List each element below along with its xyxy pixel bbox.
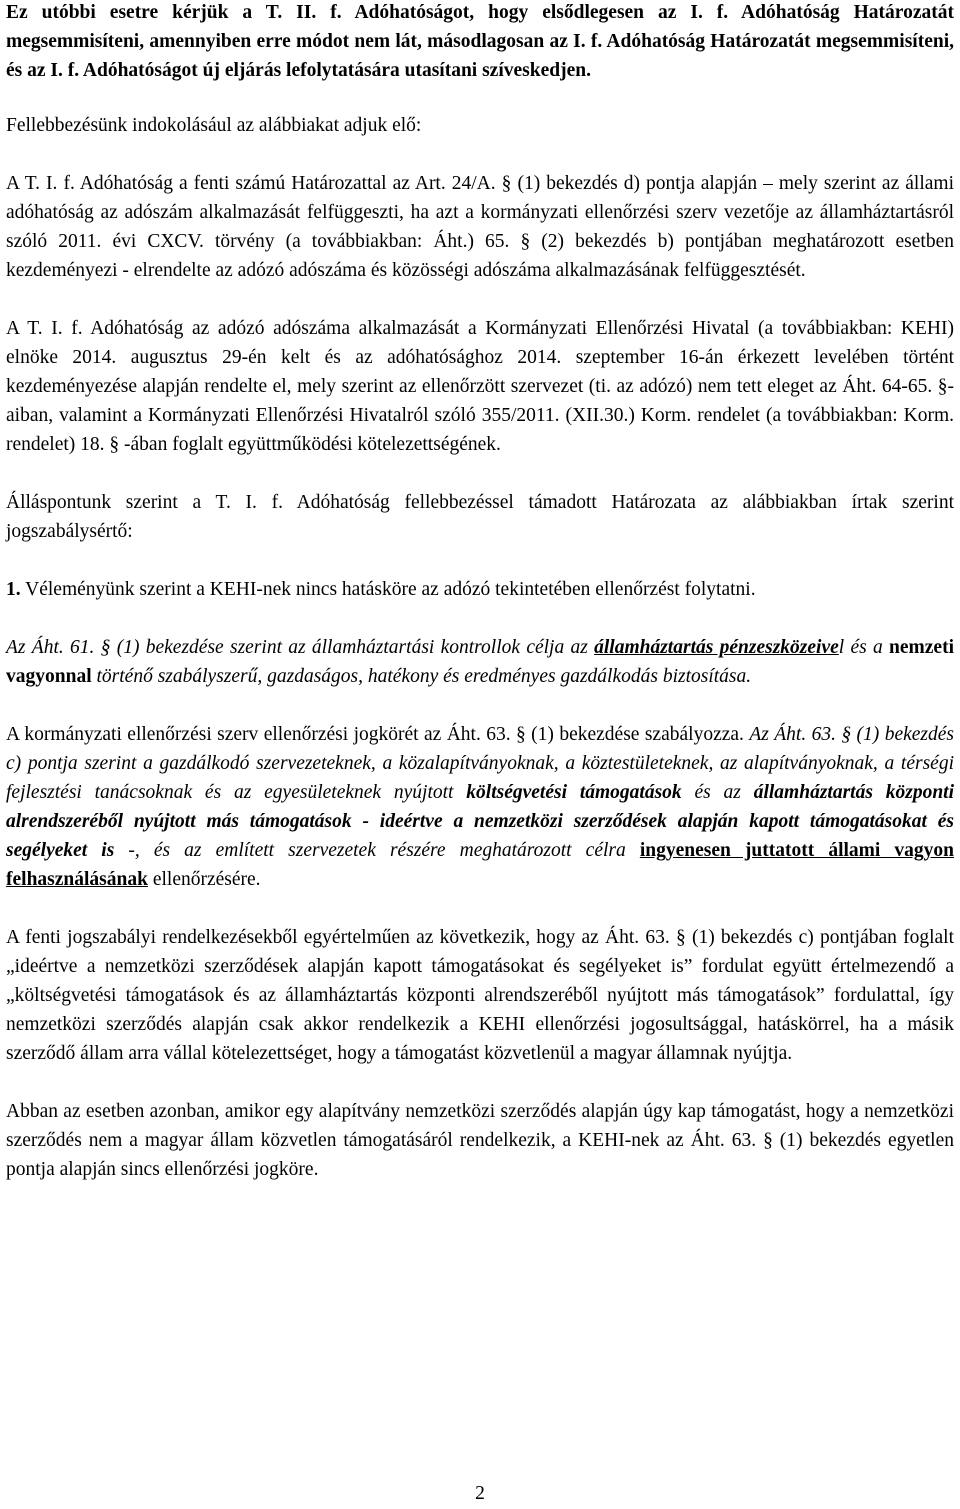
quote-text: Az Áht. 61. § (1) bekezdése szerint az államháztartási kontrollok célja az xyxy=(6,637,595,658)
point-one-text: Véleményünk szerint a KEHI-nek nincs hatásköre az adózó tekintetében ellenőrzést folytatni. xyxy=(20,579,756,600)
quote-text: -, és az említett szervezetek részére meghatározott célra xyxy=(114,840,640,861)
page-number: 2 xyxy=(475,1483,485,1504)
document-page xyxy=(6,0,954,1184)
quote-emphasis: államháztartás központi alrendszeréből nyújtott más támogatások - ideértve a nemzetközi szerződések alapján kapott támogatásokat és segélyeket is xyxy=(6,782,955,861)
quote-text: történő szabályszerű, gazdaságos, hatékony és eredményes gazdálkodás biztosítása. xyxy=(91,666,752,687)
point-number: 1. xyxy=(6,579,21,600)
reasoning-intro: Fellebbezésünk indokolásául az alábbiakat adjuk elő: xyxy=(6,115,422,136)
quote-text: Az Áht. 63. § (1) bekezdés c) pontja szerint a gazdálkodó szervezeteknek, a közalapítványoknak, a köztestületeknek, az alapítványoknak, a térségi fejlesztési tanácsoknak és az egyesületeknek nyújtott xyxy=(6,724,954,803)
aht-63-paragraph xyxy=(6,720,954,894)
paragraph-text: ellenőrzésére. xyxy=(147,869,261,890)
conclusion-paragraph: A fenti jogszabályi rendelkezésekből egyértelműen az következik, hogy az Áht. 63. § (1) bekezdés c) pontjában foglalt „ideértve a nemzetközi szerződések alapján kapott támogatásokat és segélyeket is” fordulat együtt értelmezendő a „költségvetési támogatások és az államháztartás központi alrendszeréből nyújtott más támogatások” fordulattal, így nemzetközi szerződés alapján csak akkor rendelkezik a KEHI ellenőrzési jogosultsággal, hatáskörrel, ha a másik szerződő állam arra vállal kötelezettséget, hogy a támogatást közvetlenül a magyar államnak nyújtja. xyxy=(6,927,954,1064)
quote-emphasis: nemzeti vagyonnal xyxy=(6,637,954,687)
aht-61-quote xyxy=(6,633,954,691)
quote-text: l és a xyxy=(838,637,890,658)
paragraph-text: A kormányzati ellenőrzési szerv ellenőrzési jogkörét az Áht. 63. § (1) bekezdése szabályozza. xyxy=(6,724,750,745)
quote-emphasis: ingyenesen juttatott állami vagyon felhasználásának xyxy=(6,840,954,890)
quote-emphasis: államháztartás pénzeszközeive xyxy=(594,637,839,658)
kehi-initiation-paragraph: A T. I. f. Adóhatóság az adózó adószáma alkalmazását a Kormányzati Ellenőrzési Hivatal (a továbbiakban: KEHI) elnöke 2014. augusztus 29-én kelt és az adóhatósághoz 2014. szeptember 16-án érkezett levelében történt kezdeményezése alapján rendelte el, mely szerint az ellenőrzött szervezet (ti. az adózó) nem tett eleget az Áht. 64-65. §-aiban, valamint a Kormányzati Ellenőrzési Hivatalról szóló 355/2011. (XII.30.) Korm. rendelet (a továbbiakban: Korm. rendelet) 18. § -ában foglalt együttműködési kötelezettségének. xyxy=(6,318,954,455)
background-paragraph: A T. I. f. Adóhatóság a fenti számú Határozattal az Art. 24/A. § (1) bekezdés d) pontja alapján – mely szerint az állami adóhatóság az adószám alkalmazását felfüggeszti, ha azt a kormányzati ellenőrzési szerv vezetője az államháztartásról szóló 2011. évi CXCV. törvény (a továbbiakban: Áht.) 65. § (2) bekezdés b) pontjában meghatározott esetben kezdeményezi - elrendelte az adózó adószáma és közösségi adószáma alkalmazásának felfüggesztését. xyxy=(6,173,954,281)
request-paragraph: Ez utóbbi esetre kérjük a T. II. f. Adóhatóságot, hogy elsődlegesen az I. f. Adóhatóság Határozatát megsemmisíteni, amennyiben erre módot nem lát, másodlagosan az I. f. Adóhatóság Határozatát megsemmisíteni, és az I. f. Adóhatóságot új eljárás lefolytatására utasítani szíveskedjen. xyxy=(6,2,954,81)
point-one-paragraph xyxy=(6,575,954,604)
quote-emphasis: költségvetési támogatások xyxy=(466,782,682,803)
quote-text: és az xyxy=(681,782,754,803)
foundation-paragraph: Abban az esetben azonban, amikor egy alapítvány nemzetközi szerződés alapján úgy kap támogatást, hogy a nemzetközi szerződés nem a magyar állam közvetlen támogatásáról rendelkezik, a KEHI-nek az Áht. 63. § (1) bekezdés egyetlen pontja alapján sincs ellenőrzési jogköre. xyxy=(6,1101,954,1180)
position-paragraph: Álláspontunk szerint a T. I. f. Adóhatóság fellebbezéssel támadott Határozata az alábbiakban írtak szerint jogszabálysértő: xyxy=(6,492,954,542)
